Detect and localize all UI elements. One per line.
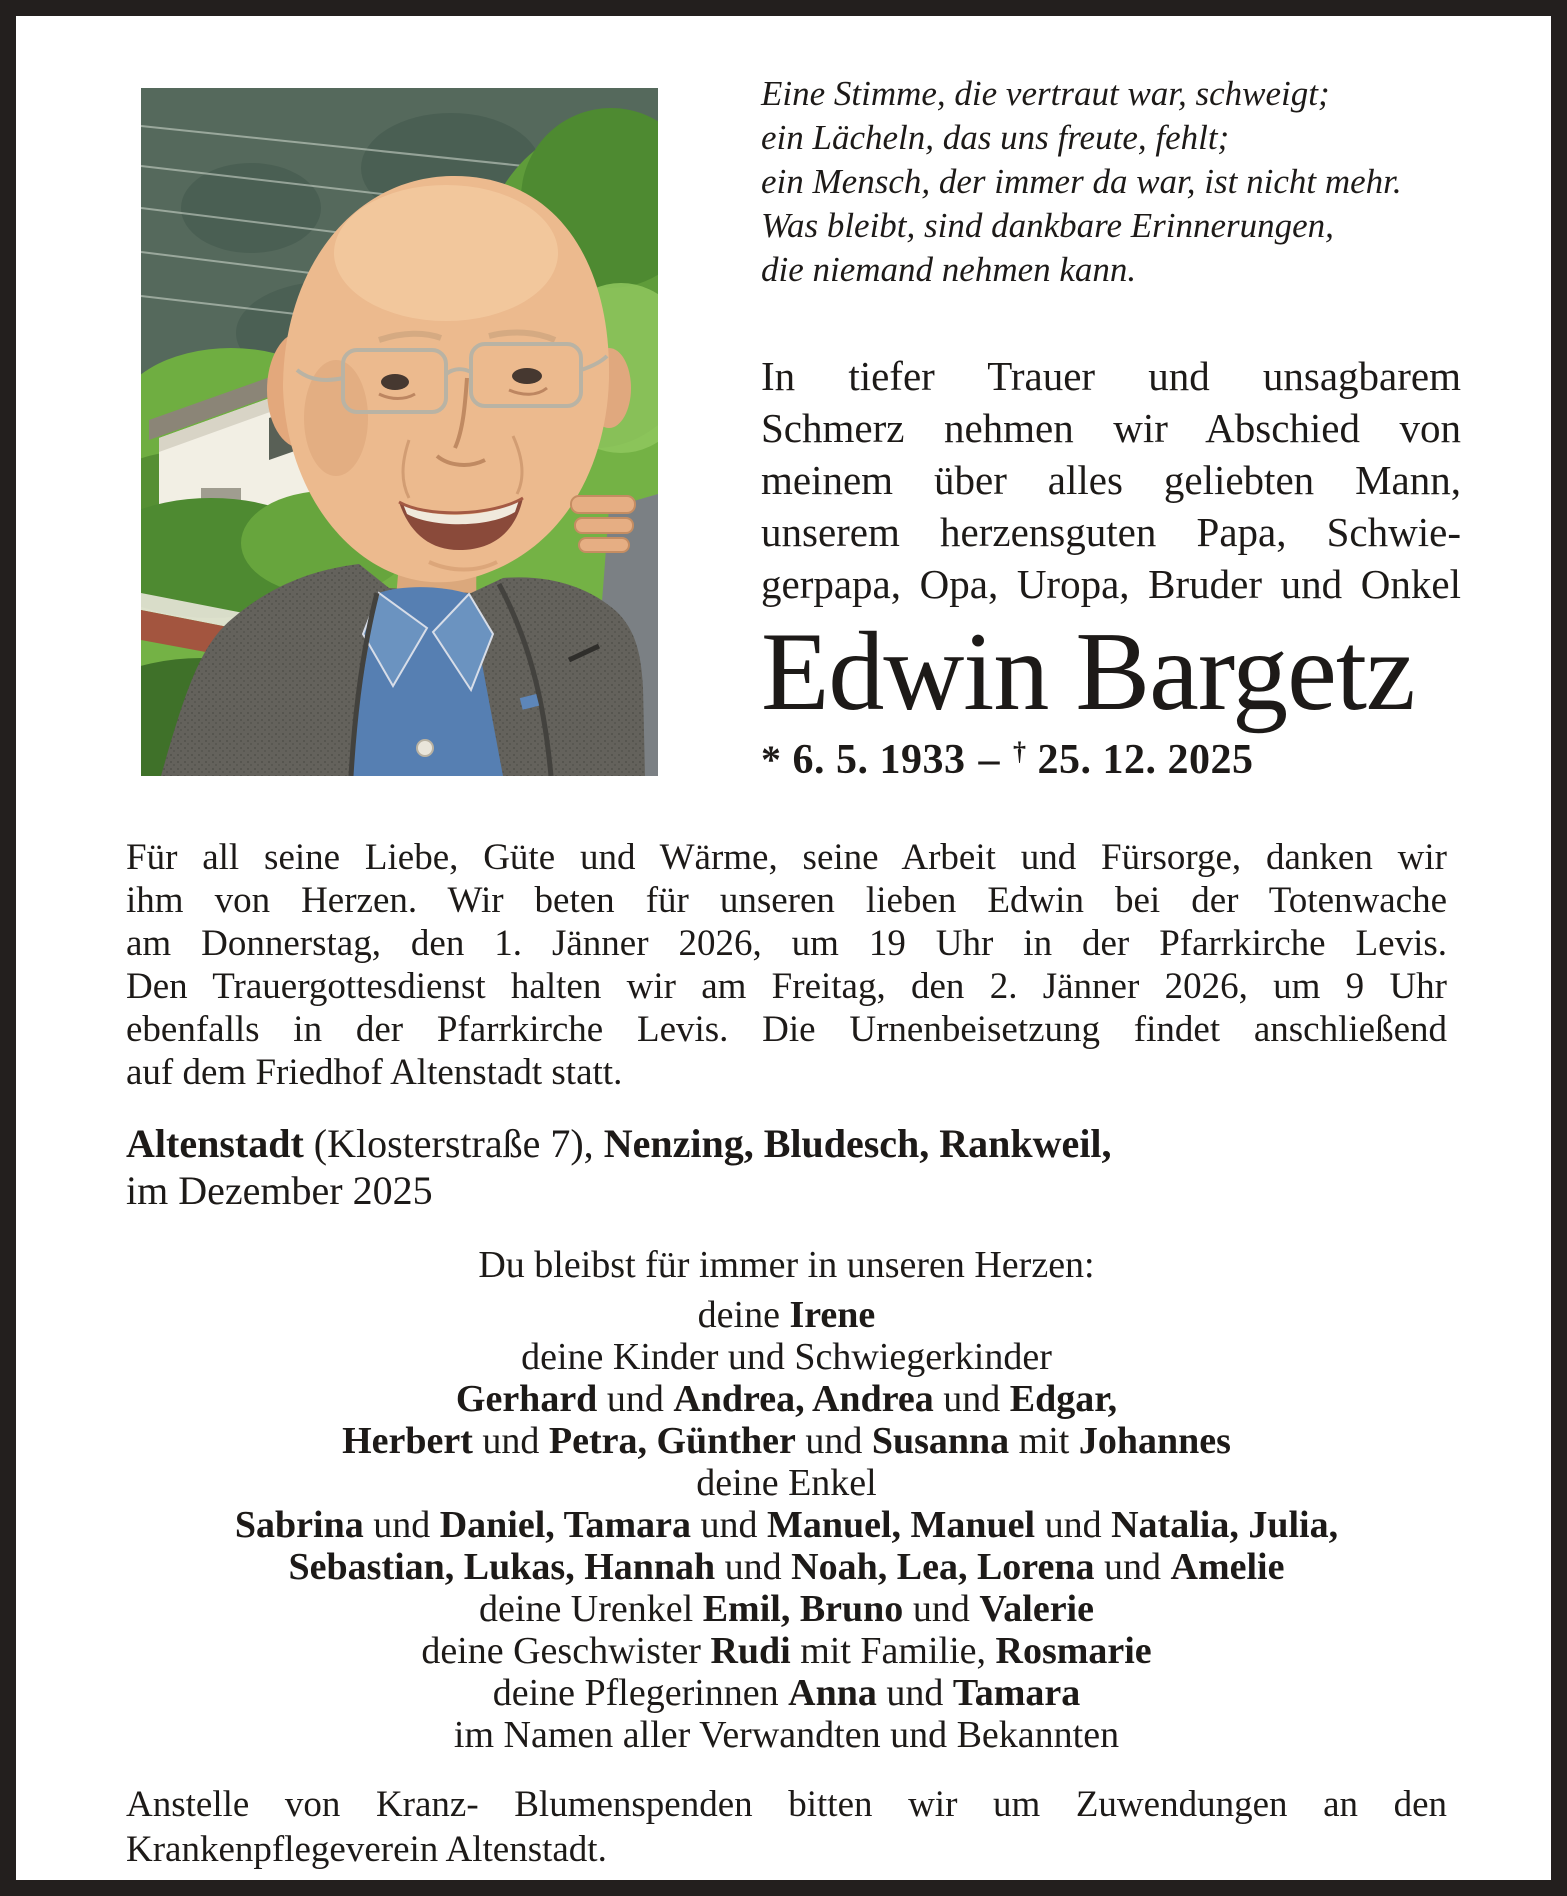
family-line (126, 1336, 1447, 1378)
relative-name: Daniel, Tamara (439, 1504, 691, 1547)
farewell-section (126, 1244, 1447, 1756)
connector-text: und (795, 1420, 872, 1463)
relative-name: Susanna (871, 1420, 1010, 1463)
places-block (126, 1120, 1447, 1214)
born-symbol: * (761, 737, 782, 783)
deceased-name: Edwin Bargetz (761, 610, 1415, 734)
relative-name: Anna (788, 1672, 877, 1715)
relative-name: Petra, Günther (548, 1420, 796, 1463)
family-line (126, 1504, 1447, 1546)
connector-text: und (363, 1504, 440, 1547)
donation-line: Krankenpflegeverein Altenstadt. (126, 1829, 607, 1871)
connector-text: und (933, 1378, 1010, 1421)
announcement-line: ebenfalls in der Pfarrkirche Levis. Die Urnenbeisetzung findet anschließend (126, 1009, 1447, 1051)
connector-text: mit (1009, 1420, 1079, 1463)
poem-line: Eine Stimme, die vertraut war, schweigt; (761, 74, 1330, 113)
relative-name: Amelie (1170, 1546, 1285, 1589)
relative-name: Tamara (952, 1672, 1081, 1715)
intro-line: gerpapa, Opa, Uropa, Bruder und Onkel (761, 561, 1461, 607)
connector-text: deine Pflegerinnen (492, 1672, 789, 1715)
relative-name: Manuel, Manuel (766, 1504, 1036, 1547)
poem-line: Was bleibt, sind dankbare Erinnerungen, (761, 206, 1334, 245)
connector-text: deine Urenkel (479, 1588, 703, 1631)
connector-text: und (690, 1504, 767, 1547)
intro-paragraph (761, 350, 1461, 610)
announcement-line: ihm von Herzen. Wir beten für unseren lieben Edwin bei der Totenwache (126, 880, 1447, 922)
connector-text: und (876, 1672, 953, 1715)
portrait-photo (141, 88, 658, 776)
announcement-paragraph (126, 836, 1447, 1094)
place-name: Nenzing, Bludesch, Rankweil, (603, 1121, 1112, 1167)
family-line (126, 1546, 1447, 1588)
intro-line: unserem herzensguten Papa, Schwie- (761, 509, 1461, 555)
family-line (126, 1588, 1447, 1630)
intro-line: Schmerz nehmen wir Abschied von (761, 405, 1461, 451)
relative-name: Sabrina (234, 1504, 364, 1547)
portrait-photo-illustration (141, 88, 658, 776)
hero-section (126, 72, 1461, 784)
address-text: (Klosterstraße 7), (303, 1121, 604, 1167)
announcement-line: am Donnerstag, den 1. Jänner 2026, um 19 Uhr in der Pfarrkirche Levis. (126, 923, 1447, 965)
relative-name: Noah, Lea, Lorena (791, 1546, 1095, 1589)
relative-name: Andrea, Andrea (673, 1378, 934, 1421)
connector-text: und (472, 1420, 549, 1463)
memorial-poem (761, 72, 1461, 292)
place-name: Altenstadt (126, 1121, 304, 1167)
relative-name: Edgar, (1009, 1378, 1118, 1421)
connector-text: im Namen aller Verwandten und Bekannten (453, 1714, 1120, 1757)
announcement-line: Für all seine Liebe, Güte und Wärme, seine Arbeit und Fürsorge, danken wir (126, 837, 1447, 879)
relative-name: Gerhard (455, 1378, 598, 1421)
family-line (126, 1462, 1447, 1504)
connector-text: und (1035, 1504, 1112, 1547)
relative-name: Rosmarie (995, 1630, 1152, 1673)
donation-paragraph (126, 1782, 1447, 1872)
connector-text: deine Enkel (696, 1462, 877, 1505)
places-line (126, 1120, 1447, 1167)
relative-name: Sebastian, Lukas, Hannah (288, 1546, 716, 1589)
life-dates (761, 736, 1461, 784)
intro-line: meinem über alles geliebten Mann, (761, 457, 1461, 503)
connector-text: deine Kinder und Schwiegerkinder (521, 1336, 1052, 1379)
family-line (126, 1672, 1447, 1714)
relative-name: Natalia, Julia, (1111, 1504, 1339, 1547)
connector-text: deine Geschwister (421, 1630, 711, 1673)
poem-line: ein Mensch, der immer da war, ist nicht mehr. (761, 162, 1402, 201)
relative-name: Johannes (1078, 1420, 1231, 1463)
connector-text: deine (697, 1294, 790, 1337)
connector-text: und (1094, 1546, 1171, 1589)
poem-line: die niemand nehmen kann. (761, 250, 1137, 289)
connector-text: mit Familie, (790, 1630, 996, 1673)
family-line (126, 1294, 1447, 1336)
hand-on-shoulder (571, 496, 635, 552)
family-line (126, 1630, 1447, 1672)
relative-name: Irene (789, 1294, 876, 1337)
relative-name: Rudi (710, 1630, 791, 1673)
connector-text: und (597, 1378, 674, 1421)
announcement-line: auf dem Friedhof Altenstadt statt. (126, 1052, 623, 1094)
farewell-heading: Du bleibst für immer in unseren Herzen: (478, 1244, 1095, 1287)
relative-name: Emil, Bruno (702, 1588, 904, 1631)
connector-text: und (715, 1546, 792, 1589)
relative-name: Valerie (979, 1588, 1094, 1631)
announcement-line: Den Trauergottesdienst halten wir am Freitag, den 2. Jänner 2026, um 9 Uhr (126, 966, 1447, 1008)
poem-line: ein Lächeln, das uns freute, fehlt; (761, 118, 1230, 157)
family-line (126, 1714, 1447, 1756)
intro-line: In tiefer Trauer und unsagbarem (761, 353, 1461, 399)
date-line: im Dezember 2025 (126, 1168, 433, 1214)
born-date: 6. 5. 1933 (792, 737, 966, 784)
obituary-content (16, 16, 1551, 1872)
family-line (126, 1378, 1447, 1420)
donation-line: Anstelle von Kranz- Blumenspenden bitten wir um Zuwendungen an den (126, 1784, 1447, 1826)
died-date: 25. 12. 2025 (1037, 737, 1254, 784)
connector-text: und (903, 1588, 980, 1631)
relative-name: Herbert (342, 1420, 473, 1463)
died-symbol: † (1012, 737, 1027, 767)
right-column (761, 72, 1461, 784)
date-separator: – (978, 737, 1000, 784)
family-line (126, 1420, 1447, 1462)
